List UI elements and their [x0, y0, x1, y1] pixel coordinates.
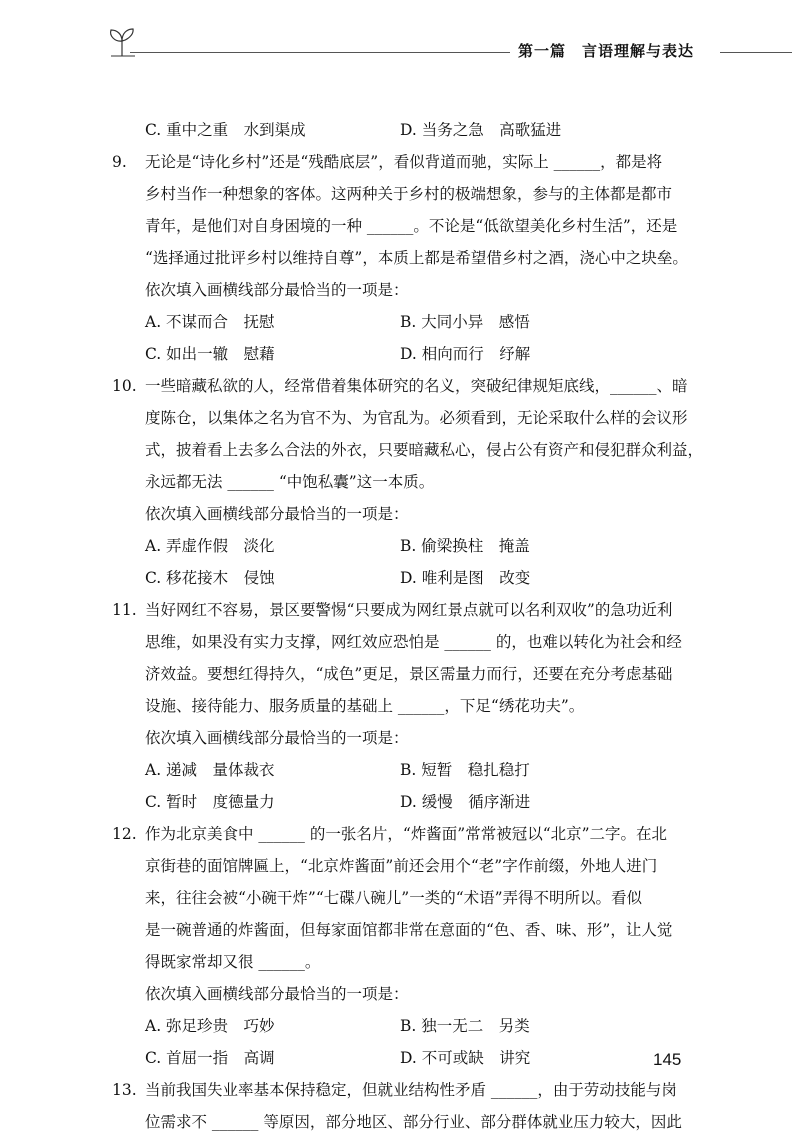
- q11-options-ab: [112, 754, 704, 786]
- q8-options-cd: [112, 114, 704, 146]
- q12-option-b: B. 独一无二 另类: [400, 1017, 530, 1035]
- q12-line-3: 来，往往会被“小碗干炸”“七碟八碗儿”一类的“术语”弄得不明所以。看似: [145, 889, 643, 907]
- page-number: 145: [653, 1050, 682, 1069]
- q11-option-a: A. 递减 量体裁衣: [145, 761, 275, 779]
- q13-line-1: 13. 当前我国失业率基本保持稳定，但就业结构性矛盾 ______，由于劳动技能与岗: [112, 1074, 704, 1106]
- q12-options-cd: [112, 1042, 704, 1074]
- q12-line-2: 京街巷的面馆牌匾上，“北京炸酱面”前还会用个“老”字作前缀，外地人进门: [145, 857, 658, 875]
- header-rule-left: [130, 52, 510, 53]
- q9-options-cd: [112, 338, 704, 370]
- page-content: [112, 114, 704, 1138]
- q10-line-3: 式，披着看上去多么合法的外衣，只要暗藏私心，侵占公有资产和侵犯群众利益，: [145, 441, 704, 459]
- q13-line-2: 位需求不 ______ 等原因，部分地区、部分行业、部分群体就业压力较大，因此: [145, 1113, 682, 1131]
- q10-option-a: A. 弄虚作假 淡化: [145, 537, 275, 555]
- q11-line-2: 思维，如果没有实力支撑，网红效应恐怕是 ______ 的，也难以转化为社会和经: [145, 633, 682, 651]
- q9-line-2: 乡村当作一种想象的客体。这两种关于乡村的极端想象，参与的主体都是都市: [145, 185, 673, 203]
- q10-prompt: 依次填入画横线部分最恰当的一项是：: [145, 505, 409, 523]
- q11-line-3: 济效益。要想红得持久，“成色”更足，景区需量力而行，还要在充分考虑基础: [145, 665, 673, 683]
- header-rule-right: [720, 52, 792, 53]
- q11-options-cd: [112, 786, 704, 818]
- q11-option-d: D. 缓慢 循序渐进: [400, 793, 531, 811]
- q9-line-3: 青年，是他们对自身困境的一种 ______。不论是“低欲望美化乡村生活”，还是: [145, 217, 678, 235]
- q10-options-cd: [112, 562, 704, 594]
- q12-options-ab: [112, 1010, 704, 1042]
- q10-line-2: 度陈仓，以集体之名为官不为、为官乱为。必须看到，无论采取什么样的会议形: [145, 409, 688, 427]
- q11-number: 11.: [112, 601, 137, 619]
- q12-line-5: 得既家常却又很 ______。: [145, 953, 321, 971]
- q11-line-4: 设施、接待能力、服务质量的基础上 ______，下足“绣花功夫”。: [145, 697, 585, 715]
- q12-number: 12.: [112, 825, 137, 843]
- q11-option-b: B. 短暂 稳扎稳打: [400, 761, 530, 779]
- q9-option-d: D. 相向而行 纾解: [400, 345, 531, 363]
- q9-prompt: 依次填入画横线部分最恰当的一项是：: [145, 281, 409, 299]
- q9-number: 9.: [112, 153, 127, 171]
- q8-option-c: C. 重中之重 水到渠成: [145, 121, 306, 139]
- q11-prompt: 依次填入画横线部分最恰当的一项是：: [145, 729, 409, 747]
- q10-option-d: D. 唯利是图 改变: [400, 569, 531, 587]
- q10-line-4: 永远都无法 ______ “中饱私囊”这一本质。: [145, 473, 435, 491]
- q9-line-1: 9. 无论是“诗化乡村”还是“残酷底层”，看似背道而驰，实际上 ______，都是将: [112, 146, 704, 178]
- q10-option-c: C. 移花接木 侵蚀: [145, 569, 275, 587]
- q12-option-a: A. 弥足珍贵 巧妙: [145, 1017, 275, 1035]
- q8-option-d: D. 当务之急 高歌猛进: [400, 121, 562, 139]
- q11-option-c: C. 暂时 度德量力: [145, 793, 275, 811]
- page-header: [0, 0, 800, 80]
- q9-option-c: C. 如出一辙 慰藉: [145, 345, 275, 363]
- q10-number: 10.: [112, 377, 137, 395]
- q12-option-d: D. 不可或缺 讲究: [400, 1049, 531, 1067]
- chapter-title: 第一篇 言语理解与表达: [518, 42, 695, 60]
- q10-options-ab: [112, 530, 704, 562]
- q12-prompt: 依次填入画横线部分最恰当的一项是：: [145, 985, 409, 1003]
- q9-options-ab: [112, 306, 704, 338]
- q11-line-1: 11. 当好网红不容易，景区要警惕“只要成为网红景点就可以名利双收”的急功近利: [112, 594, 704, 626]
- q9-option-a: A. 不谋而合 抚慰: [145, 313, 275, 331]
- q10-option-b: B. 偷梁换柱 掩盖: [400, 537, 530, 555]
- q12-option-c: C. 首屈一指 高调: [145, 1049, 275, 1067]
- q12-line-1: 12. 作为北京美食中 ______ 的一张名片，“炸酱面”常常被冠以“北京”二字。在北: [112, 818, 704, 850]
- q12-line-4: 是一碗普通的炸酱面，但每家面馆都非常在意面的“色、香、味、形”，让人觉: [145, 921, 673, 939]
- q10-line-1: 10. 一些暗藏私欲的人，经常借着集体研究的名义，突破纪律规矩底线，______、暗: [112, 370, 704, 402]
- q9-line-4: “选择通过批评乡村以维持自尊”，本质上都是希望借乡村之酒，浇心中之块垒。: [145, 249, 688, 267]
- q9-option-b: B. 大同小异 感悟: [400, 313, 530, 331]
- q13-number: 13.: [112, 1081, 137, 1099]
